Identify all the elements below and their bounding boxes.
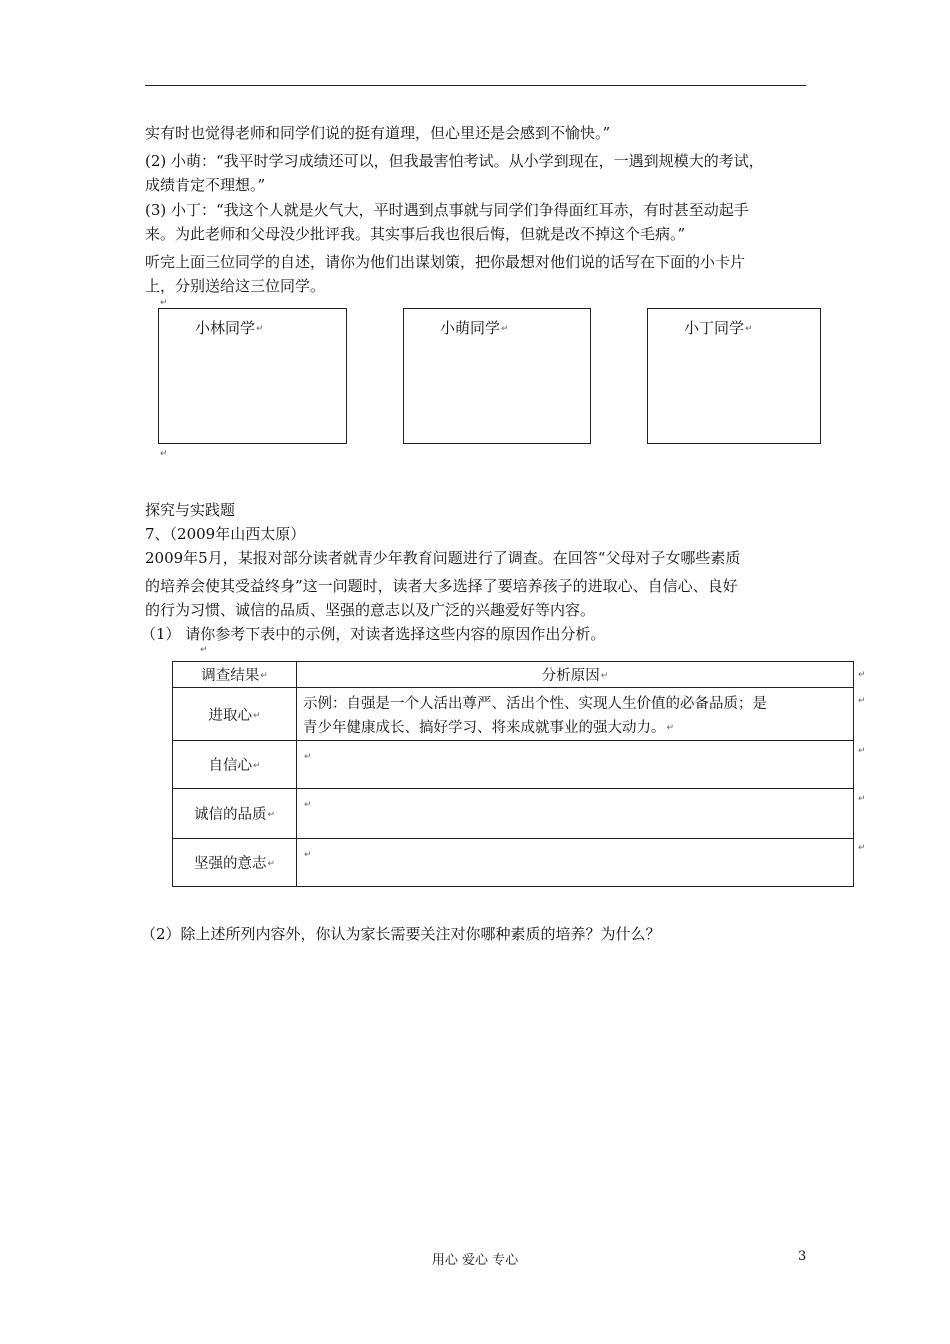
intro-line: 的培养会使其受益终身”这一问题时，读者大多选择了要培养孩子的进取心、自信心、良好 — [145, 577, 738, 595]
question-number: 7、（2009年山西太原） — [145, 525, 306, 543]
item-cell: 进取心↵ — [173, 688, 297, 741]
paragraph-mark-icon: ↵ — [304, 850, 312, 860]
card-title: 小丁同学↵ — [684, 319, 753, 337]
paragraph-mark-icon: ↵ — [200, 645, 208, 655]
card-xiaoding — [647, 308, 821, 444]
paragraph-line: (2) 小萌：“我平时学习成绩还可以，但我最害怕考试。从小学到现在，一遇到规模大的考试， — [145, 152, 764, 170]
analysis-cell: 示例：自强是一个人活出尊严、活出个性、实现人生价值的必备品质；是 青少年健康成长、搞好学习、将来成就事业的强大动力。↵ — [297, 688, 854, 741]
row-end-mark-icon: ↵ — [858, 794, 866, 804]
analysis-cell[interactable] — [297, 839, 854, 887]
paragraph-mark-icon: ↵ — [304, 752, 312, 762]
card-title: 小林同学↵ — [195, 319, 264, 337]
analysis-cell[interactable] — [297, 789, 854, 839]
paragraph-line: 上，分别送给这三位同学。 — [145, 277, 326, 295]
survey-table — [172, 661, 854, 887]
intro-line: 的行为习惯、诚信的品质、坚强的意志以及广泛的兴趣爱好等内容。 — [145, 601, 596, 619]
paragraph-mark-icon: ↵ — [160, 449, 168, 459]
paragraph-line: 实有时也觉得老师和同学们说的挺有道理，但心里还是会感到不愉快。” — [145, 124, 611, 142]
paragraph-line: (3) 小丁：“我这个人就是火气大，平时遇到点事就与同学们争得面红耳赤，有时甚至动起手 — [145, 201, 749, 219]
intro-line: 2009年5月，某报对部分读者就青少年教育问题进行了调查。在回答“父母对子女哪些素质 — [145, 549, 741, 567]
table-header-row — [173, 662, 854, 688]
question-1: （1） 请你参考下表中的示例，对读者选择这些内容的原因作出分析。 — [141, 625, 606, 643]
table-row — [173, 688, 854, 741]
paragraph-mark-icon: ↵ — [260, 671, 268, 681]
paragraph-mark-icon: ↵ — [267, 859, 276, 869]
paragraph-mark-icon: ↵ — [600, 671, 609, 681]
header-cell: 分析原因↵ — [297, 662, 854, 688]
paragraph-line: 成绩肯定不理想。” — [145, 176, 266, 194]
footer-text: 用心 爱心 专心 — [431, 1253, 519, 1268]
paragraph-mark-icon: ↵ — [252, 710, 261, 721]
paragraph-mark-icon: ↵ — [304, 800, 312, 810]
item-cell: 自信心↵ — [173, 741, 297, 789]
row-end-mark-icon: ↵ — [858, 670, 866, 680]
paragraph-line: 听完上面三位同学的自述，请你为他们出谋划策，把你最想对他们说的话写在下面的小卡片 — [145, 253, 746, 271]
page-number: 3 — [798, 1249, 807, 1264]
item-cell: 坚强的意志↵ — [173, 839, 297, 887]
paragraph-mark-icon: ↵ — [252, 761, 261, 771]
paragraph-mark-icon: ↵ — [745, 323, 753, 334]
item-cell: 诚信的品质↵ — [173, 789, 297, 839]
table-row — [173, 789, 854, 839]
section-heading: 探究与实践题 — [145, 501, 236, 519]
analysis-cell[interactable] — [297, 741, 854, 789]
paragraph-mark-icon: ↵ — [666, 723, 675, 733]
paragraph-mark-icon: ↵ — [256, 323, 264, 334]
paragraph-line: 来。为此老师和父母没少批评我。其实事后我也很后悔，但就是改不掉这个毛病。” — [145, 225, 686, 243]
row-end-mark-icon: ↵ — [858, 746, 866, 756]
header-rule — [145, 85, 806, 86]
row-end-mark-icon: ↵ — [858, 696, 866, 706]
paragraph-mark-icon: ↵ — [267, 810, 276, 820]
paragraph-mark-icon: ↵ — [501, 323, 509, 334]
question-2: （2）除上述所列内容外，你认为家长需要关注对你哪种素质的培养？为什么？ — [141, 925, 661, 943]
paragraph-mark-icon: ↵ — [160, 298, 168, 308]
card-xiaomeng — [403, 308, 591, 444]
card-xiaolin — [158, 308, 347, 444]
card-title: 小萌同学↵ — [440, 319, 509, 337]
header-cell: 调查结果↵ — [173, 662, 297, 688]
table-row — [173, 839, 854, 887]
table-row — [173, 741, 854, 789]
row-end-mark-icon: ↵ — [858, 843, 866, 853]
